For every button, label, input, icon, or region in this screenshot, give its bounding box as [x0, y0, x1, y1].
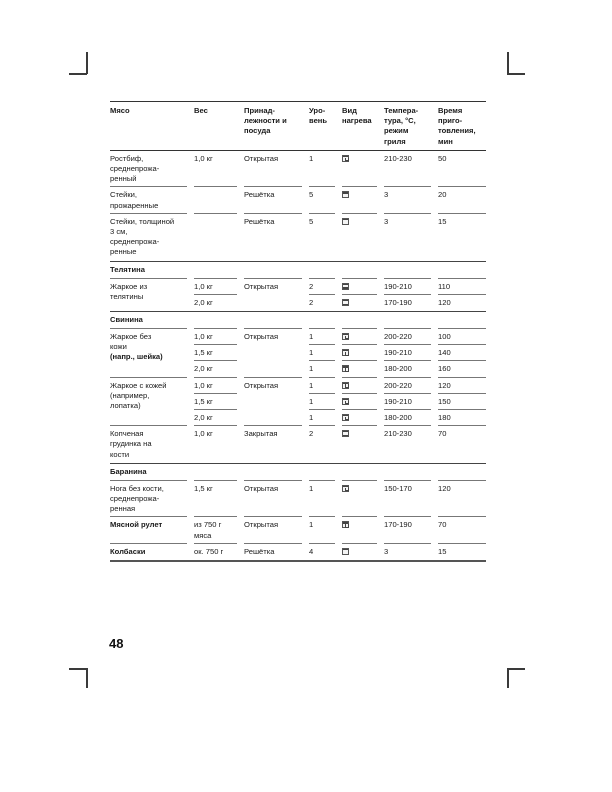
accessory: Открытая [244, 481, 309, 518]
accessory: Открытая [244, 151, 309, 188]
page-number: 48 [109, 636, 124, 651]
weight: 1,5 кг [194, 481, 244, 518]
heating-cell [342, 361, 384, 377]
accessory-empty [244, 394, 309, 410]
crop-mark-top-left [69, 73, 87, 75]
heating-cell [342, 279, 384, 295]
header-meat: Мясо [110, 106, 130, 115]
header-heating: Вид нагрева [342, 106, 372, 126]
temperature: 180-200 [384, 361, 438, 377]
rule [244, 328, 309, 329]
temperature: 170-190 [384, 297, 412, 307]
weight: 1,5 кг [194, 345, 244, 361]
grill-top-icon [342, 191, 349, 198]
crop-mark-top-right [507, 52, 509, 74]
time: 120 [438, 481, 486, 518]
subrow [194, 394, 486, 410]
crop-mark-top-left [86, 52, 88, 74]
accessory-empty [244, 361, 309, 377]
accessory: Закрытая [244, 429, 278, 439]
grill-fan-icon [342, 521, 349, 528]
table-row-brisket [110, 426, 486, 464]
level: 1 [309, 481, 342, 518]
accessory: Решётка [244, 216, 275, 226]
time: 100 [438, 329, 486, 345]
time: 180 [438, 410, 486, 426]
header-temperature: Темпера- тура, °С, режим гриля [384, 106, 419, 146]
temperature: 3 [384, 216, 389, 226]
header-time: Время приго- товления, мин [438, 106, 476, 146]
meat-name: Стейки, прожаренные [110, 187, 194, 213]
grill-fan-icon [342, 155, 349, 162]
temperature: 3 [384, 546, 389, 556]
accessory: Открытая [244, 332, 279, 342]
subrow [194, 295, 486, 311]
heating-cell [342, 295, 384, 311]
heating-cell [342, 544, 384, 560]
table-row-roastbeef [110, 151, 486, 188]
temperature: 210-230 [384, 429, 412, 439]
subrow [194, 378, 486, 394]
heating-cell [342, 410, 384, 426]
level: 5 [309, 216, 314, 226]
meat-name: Жаркое из телятины [110, 281, 148, 301]
weight: 2,0 кг [194, 297, 213, 307]
heating-cell [342, 151, 384, 188]
rule [110, 278, 194, 279]
accessory-empty [244, 295, 309, 311]
heating-cell [342, 394, 384, 410]
grill-fan-icon [342, 414, 349, 421]
meat-name: Ростбиф, среднепрожа- ренный [110, 151, 194, 188]
level: 1 [309, 410, 342, 426]
crop-mark-top-right [507, 73, 525, 75]
meat-name: Стейки, толщиной 3 см, среднепрожа- ренные [110, 216, 175, 257]
level: 1 [309, 329, 342, 345]
level: 1 [309, 394, 342, 410]
heating-cell [342, 378, 384, 394]
weight: 1,0 кг [194, 151, 244, 188]
table-row-sausages [110, 544, 486, 560]
heating-cell [342, 517, 384, 543]
weight: 2,0 кг [194, 361, 244, 377]
temperature: 150-170 [384, 481, 438, 518]
header-level: Уро- вень [309, 106, 328, 126]
table-header [110, 102, 486, 151]
weight: из 750 г мяса [194, 517, 244, 543]
weight: 1,5 кг [194, 394, 244, 410]
heating-cell [342, 214, 384, 261]
level: 1 [309, 345, 342, 361]
table-row-veal-roast [110, 279, 486, 312]
time: 70 [438, 429, 447, 439]
temperature: 200-220 [384, 329, 438, 345]
table-row-steaks-well [110, 187, 486, 213]
section-pork: Свинина [110, 315, 143, 325]
level: 2 [309, 429, 314, 439]
crop-mark-bottom-right [507, 668, 509, 688]
level: 1 [309, 378, 342, 394]
time: 15 [438, 216, 447, 226]
weight: 1,0 кг [194, 378, 244, 394]
time: 110 [438, 279, 486, 295]
accessory: Открытая [244, 281, 279, 291]
weight: 2,0 кг [194, 410, 244, 426]
accessory: Открытая [244, 517, 309, 543]
crop-mark-bottom-right [507, 668, 525, 670]
time: 150 [438, 394, 486, 410]
level: 1 [309, 517, 342, 543]
grill-top-icon [342, 218, 349, 225]
level: 5 [309, 187, 342, 213]
heating-cell [342, 345, 384, 361]
time: 120 [438, 378, 486, 394]
temperature: 190-210 [384, 345, 438, 361]
heating-cell [342, 481, 384, 518]
time: 140 [438, 345, 486, 361]
temperature: 170-190 [384, 517, 438, 543]
top-bottom-heat-icon [342, 430, 349, 437]
meat-name: Колбаски [110, 546, 146, 556]
weight [194, 214, 244, 261]
accessory-empty [244, 345, 309, 361]
subrow [194, 361, 486, 377]
table-row-meatloaf [110, 517, 486, 543]
grill-fan-icon [342, 349, 349, 356]
temperature: 190-210 [384, 394, 438, 410]
level: 2 [309, 279, 342, 295]
level: 1 [309, 151, 342, 188]
grill-fan-icon [342, 485, 349, 492]
level: 2 [309, 297, 314, 307]
section-veal: Телятина [110, 264, 145, 274]
grill-fan-icon [342, 398, 349, 405]
weight: 1,0 кг [194, 279, 244, 295]
subrow [194, 345, 486, 361]
table-row-steaks-3cm [110, 214, 486, 262]
meat-name: Жаркое с кожей (например, лопатка) [110, 378, 194, 427]
meat-name-cell [110, 329, 194, 378]
accessory: Открытая [244, 380, 279, 390]
temperature: 180-200 [384, 410, 438, 426]
cooking-table [110, 101, 486, 562]
accessory: Решётка [244, 546, 275, 556]
meat-name-note: (напр., шейка) [110, 352, 163, 362]
meat-name: Мясной рулет [110, 517, 194, 543]
time: 50 [438, 151, 486, 188]
top-bottom-heat-icon [342, 299, 349, 306]
temperature: 200-220 [384, 378, 438, 394]
weight: 1,0 кг [194, 329, 244, 345]
level: 1 [309, 361, 342, 377]
top-bottom-heat-icon [342, 283, 349, 290]
temperature: 3 [384, 187, 438, 213]
weight [194, 187, 244, 213]
section-lamb: Баранина [110, 466, 147, 476]
meat-name: Копченая грудинка на кости [110, 429, 152, 459]
temperature: 190-210 [384, 279, 438, 295]
weight: 1,0 кг [194, 429, 213, 439]
crop-mark-bottom-left [86, 668, 88, 688]
rule [244, 278, 309, 279]
grill-fan-icon [342, 382, 349, 389]
subrow [194, 279, 486, 295]
table-row-pork-skinless [110, 329, 486, 378]
heating-cell [342, 329, 384, 345]
accessory-empty [244, 410, 309, 426]
time: 120 [438, 297, 451, 307]
level: 4 [309, 546, 314, 556]
meat-name: Нога без кости, среднепрожа- ренная [110, 481, 194, 518]
weight: ок. 750 г [194, 546, 224, 556]
grill-fan-icon [342, 365, 349, 372]
time: 160 [438, 361, 486, 377]
subrow [194, 410, 486, 426]
header-weight: Вес [194, 106, 208, 115]
header-accessory: Принад- лежности и посуда [244, 106, 287, 136]
table-row-pork-with-skin [110, 378, 486, 427]
accessory: Решётка [244, 187, 309, 213]
heating-cell [342, 426, 384, 463]
grill-fan-icon [342, 333, 349, 340]
time: 15 [438, 546, 447, 556]
heating-cell [342, 187, 384, 213]
subrow [194, 329, 486, 345]
meat-name: Жаркое без кожи [110, 332, 152, 352]
temperature: 210-230 [384, 151, 438, 188]
grill-top-icon [342, 548, 349, 555]
time: 20 [438, 187, 486, 213]
table-row-lamb-leg [110, 481, 486, 518]
crop-mark-bottom-left [69, 668, 87, 670]
time: 70 [438, 517, 486, 543]
